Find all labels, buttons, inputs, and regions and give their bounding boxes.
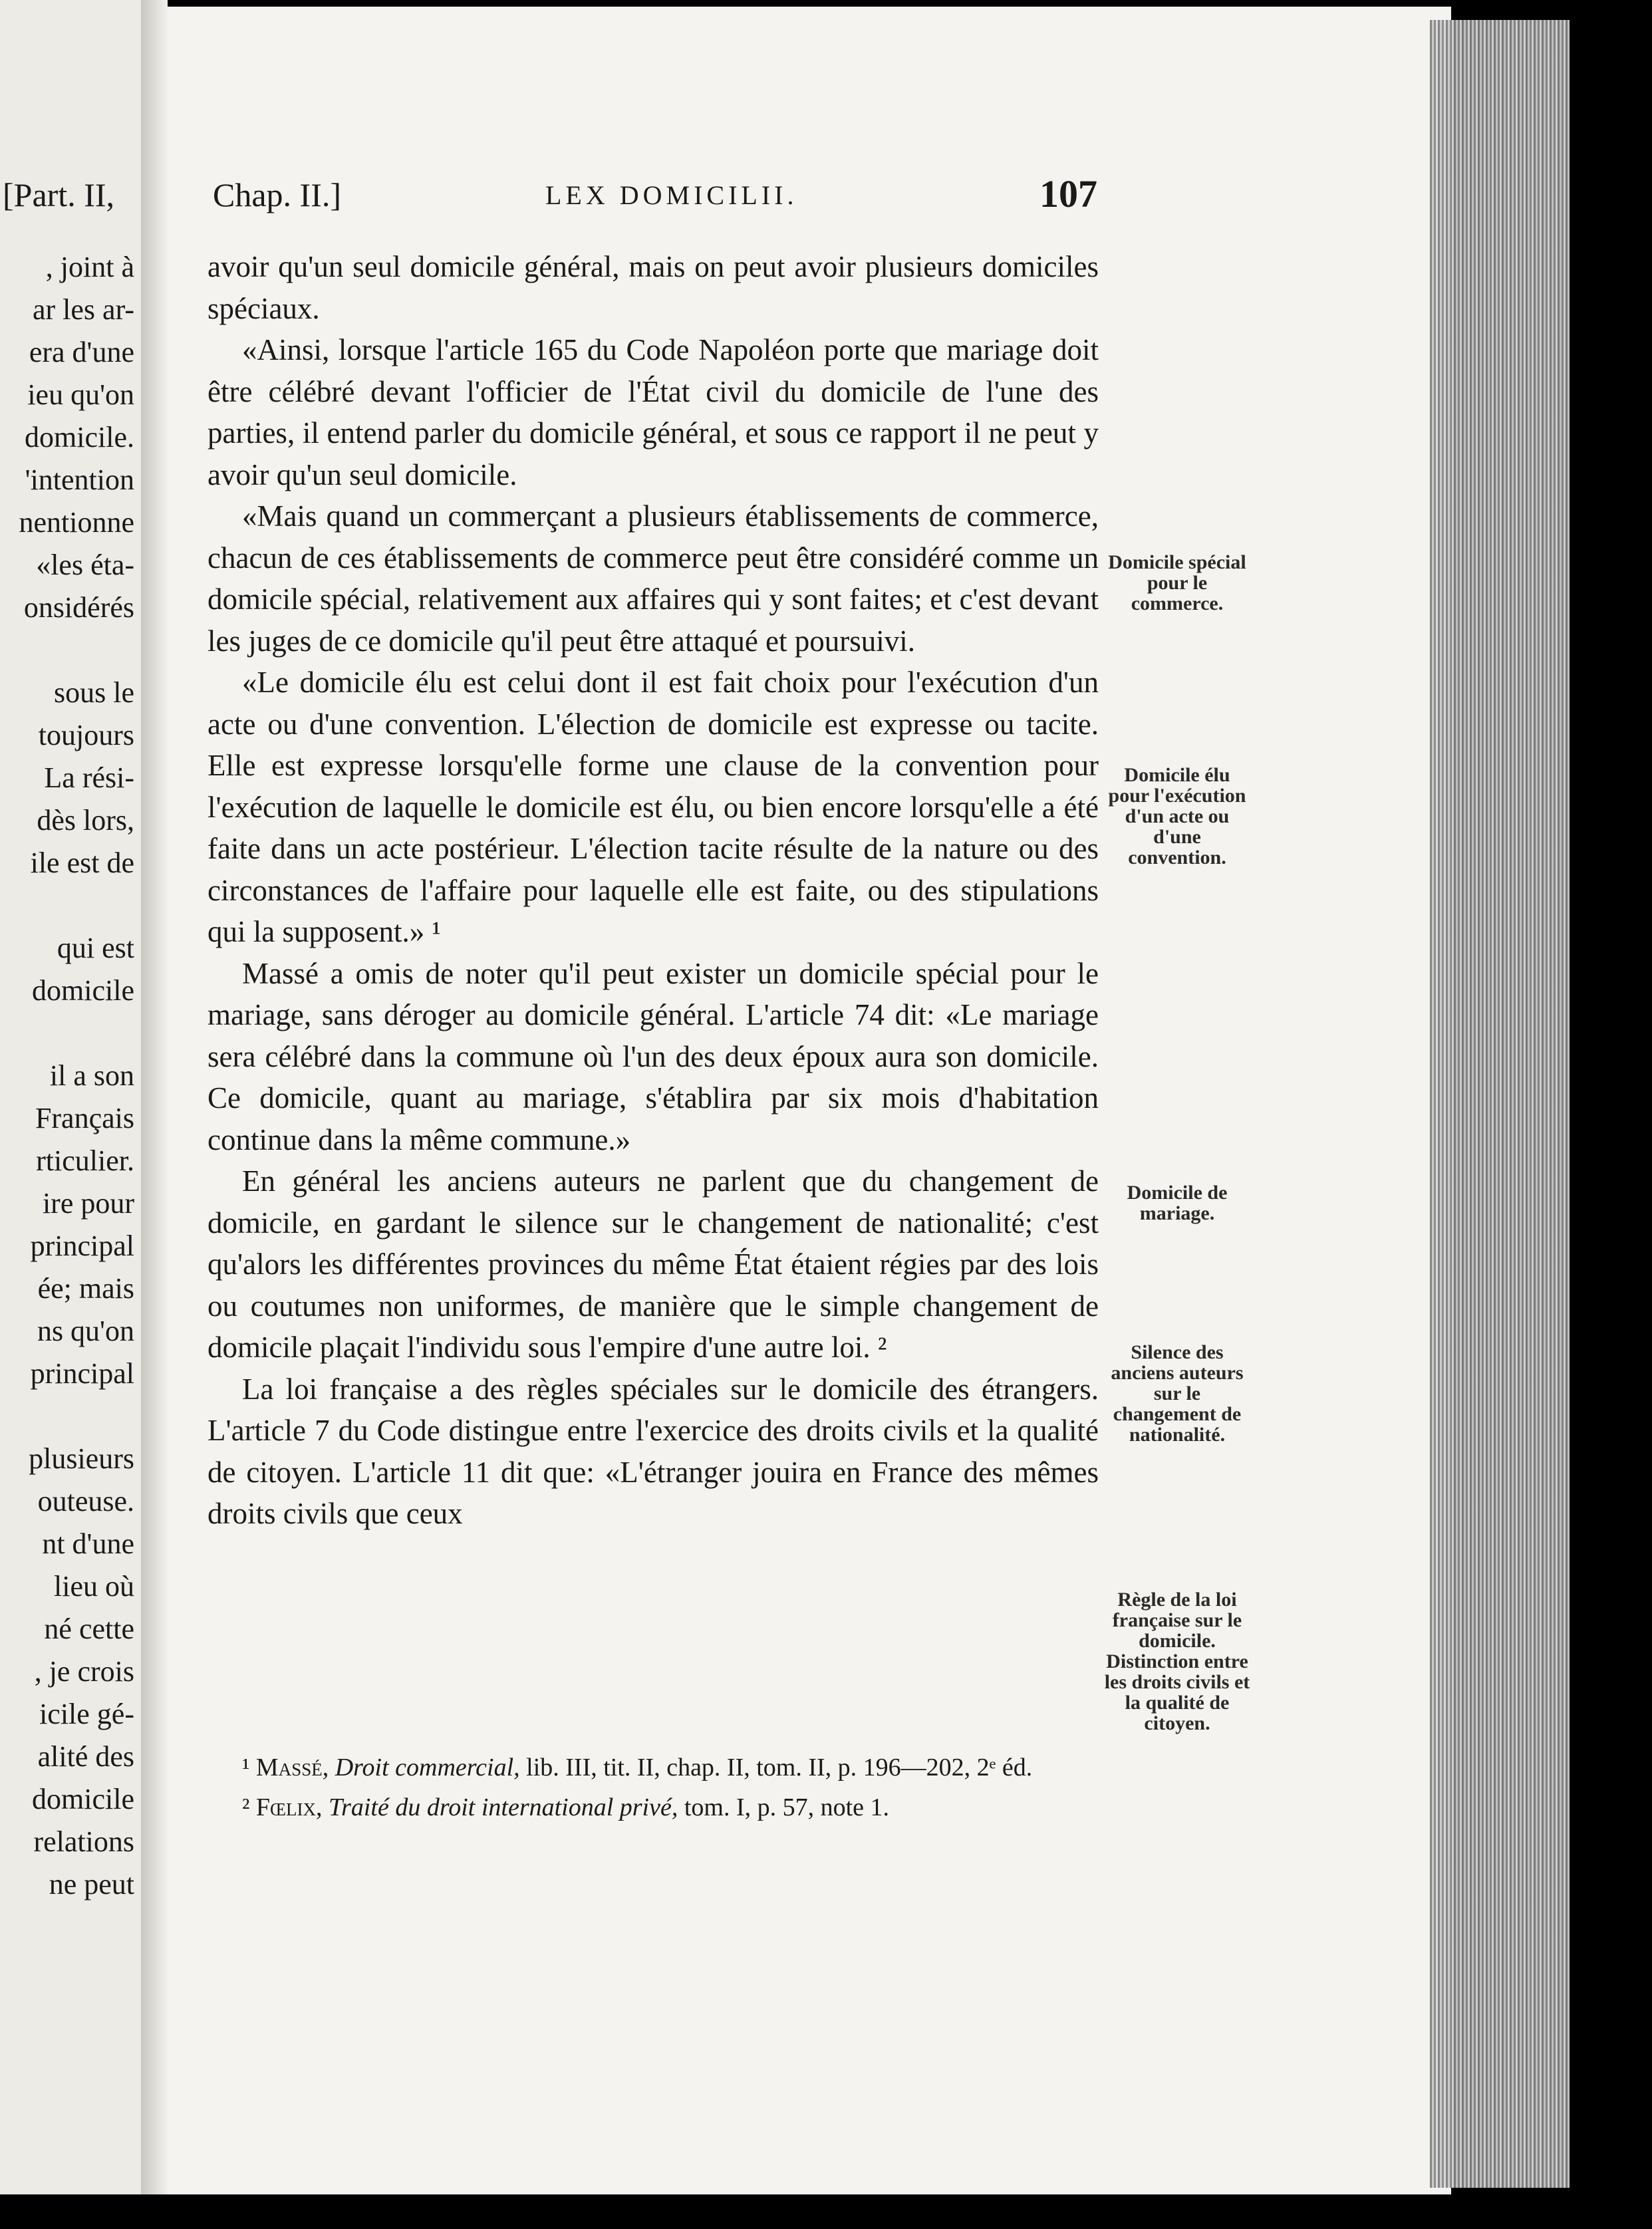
- left-page-fragment: outeuse.: [37, 1485, 134, 1517]
- left-page-fragment: il a son: [49, 1059, 134, 1092]
- left-page-fragment: relations: [33, 1825, 134, 1858]
- left-page-fragment: ieu qu'on: [27, 378, 134, 411]
- paragraph: «Mais quand un commerçant a plusieurs établissements de commerce, chacun de ces établissements de commerce peut être considéré comme un domicile spécial, relativement aux affaires qui y sont faites; et c'est devant les juges de ce domicile qu'il peut être attaqué et poursuivi.: [207, 499, 1099, 658]
- left-page-fragment: ire pour: [42, 1187, 134, 1220]
- paragraph: avoir qu'un seul domicile général, mais on peut avoir plusieurs domiciles spéciaux.: [207, 250, 1099, 325]
- footnote-reference: tom. I, p. 57, note 1.: [684, 1793, 890, 1821]
- footnote-author: Fœlix,: [255, 1793, 323, 1821]
- left-page-fragment: La rési-: [44, 761, 134, 794]
- left-page-fragment: sous le: [54, 676, 134, 709]
- left-page-fragment: nentionne: [19, 506, 134, 539]
- paragraph: «Le domicile élu est celui dont il est fait choix pour l'exécution d'un acte ou d'une convention. L'élection de domicile est expresse ou tacite. Elle est expresse lorsqu'elle forme une clause de la convention pour l'exécution de laquelle le domicile est élu, ou bien encore lorsqu'elle a été faite dans un acte postérieur. L'élection tacite résulte de la nature ou des circonstances de l'affaire pour laquelle elle est faite, ou des stipulations qui la supposent.» ¹: [207, 666, 1099, 948]
- body-text: [207, 246, 1099, 1535]
- footnote-author: Massé,: [255, 1754, 329, 1781]
- left-page-fragment: , je crois: [34, 1655, 134, 1688]
- book-gutter: [141, 0, 168, 2194]
- left-page-fragment: ns qu'on: [37, 1315, 134, 1347]
- left-page-fragment: lieu où: [54, 1570, 134, 1603]
- left-page-fragment: né cette: [44, 1613, 134, 1645]
- left-page-fragment: icile gé-: [39, 1698, 134, 1730]
- left-page-fragment: era d'une: [29, 336, 134, 368]
- left-page-fragment: , joint à: [45, 251, 134, 283]
- section-title: LEX DOMICILII.: [545, 180, 798, 210]
- margin-note: Domicile spécial pour le commerce.: [1108, 551, 1246, 614]
- footnote: [207, 1748, 1099, 1787]
- left-page-fragment: rticulier.: [36, 1144, 134, 1177]
- left-page-fragment: ée; mais: [37, 1272, 134, 1305]
- chapter-label: Chap. II.]: [213, 176, 341, 213]
- left-page-fragment: onsidérés: [23, 591, 134, 624]
- left-page-fragment: ile est de: [30, 847, 134, 879]
- footnotes: [207, 1748, 1099, 1827]
- left-page-fragment: dès lors,: [37, 804, 134, 837]
- left-page-fragment: plusieurs: [29, 1442, 134, 1475]
- footnote: [207, 1787, 1099, 1827]
- left-page-fragment: qui est: [57, 932, 134, 964]
- left-page-fragment: principal: [30, 1357, 134, 1390]
- left-page-fragment: domicile: [32, 974, 134, 1007]
- footnote-title: Traité du droit international privé,: [329, 1793, 678, 1821]
- left-page-edge: [0, 0, 141, 2194]
- left-page-running-head: [Part. II,: [3, 176, 114, 213]
- paragraph: La loi française a des règles spéciales sur le domicile des étrangers. L'article 7 du Code distingue entre l'exercice des droits civils et la qualité de citoyen. L'article 11 dit que: «L'étranger jouira en France des mêmes droits civils que ceux: [207, 1372, 1099, 1530]
- left-page-fragment: ne peut: [49, 1868, 134, 1901]
- paragraph: Massé a omis de noter qu'il peut exister un domicile spécial pour le mariage, sans déroger au domicile général. L'article 74 dit: «Le mariage sera célébré dans la commune où l'un des deux époux aura son domicile. Ce domicile, quant au mariage, s'établira par six mois d'habitation continue dans la même commune.»: [207, 956, 1099, 1156]
- footnote-reference: lib. III, tit. II, chap. II, tom. II, p. 196—202, 2ᵉ éd.: [526, 1754, 1033, 1781]
- paragraph: «Ainsi, lorsque l'article 165 du Code Napoléon porte que mariage doit être célébré devant l'officier de l'État civil du domicile de l'une des parties, il entend parler du domicile général, et sous ce rapport il ne peut y avoir qu'un seul domicile.: [207, 333, 1099, 491]
- margin-note: Règle de la loi française sur le domicile. Distinction entre les droits civils et la qualité de citoyen.: [1104, 1589, 1250, 1734]
- footnote-mark: ²: [242, 1793, 250, 1821]
- margin-note: Domicile élu pour l'exécution d'un acte ou d'une convention.: [1108, 764, 1246, 868]
- paragraph: En général les anciens auteurs ne parlent que du changement de domicile, en gardant le silence sur le changement de nationalité; c'est qu'alors les différentes provinces du même État étaient régies par des lois ou coutumes non uniformes, de manière que le simple changement de domicile plaçait l'individu sous l'empire d'une autre loi. ²: [207, 1164, 1099, 1364]
- scan-border: [0, 2194, 1652, 2229]
- running-head: [213, 172, 1097, 215]
- left-page-fragment: nt d'une: [42, 1527, 134, 1560]
- footnote-title: Droit commercial,: [335, 1754, 520, 1781]
- margin-note: Silence des anciens auteurs sur le changement de nationalité.: [1111, 1341, 1244, 1446]
- margin-note: Domicile de mariage.: [1127, 1182, 1228, 1224]
- left-page-fragment: domicile.: [25, 421, 134, 454]
- left-page-fragment: domicile: [32, 1783, 134, 1815]
- book-fore-edge: [1430, 20, 1570, 2188]
- left-page-fragment: ar les ar-: [32, 293, 134, 326]
- left-page-fragment: 'intention: [25, 463, 134, 496]
- page-number: 107: [1039, 172, 1097, 215]
- left-page-fragment: principal: [30, 1230, 134, 1262]
- left-page-fragment: Français: [35, 1102, 134, 1134]
- footnote-mark: ¹: [242, 1754, 250, 1781]
- left-page-fragment: «les éta-: [36, 549, 134, 581]
- left-page-fragment: toujours: [38, 719, 134, 751]
- left-page-fragment: alité des: [37, 1740, 134, 1773]
